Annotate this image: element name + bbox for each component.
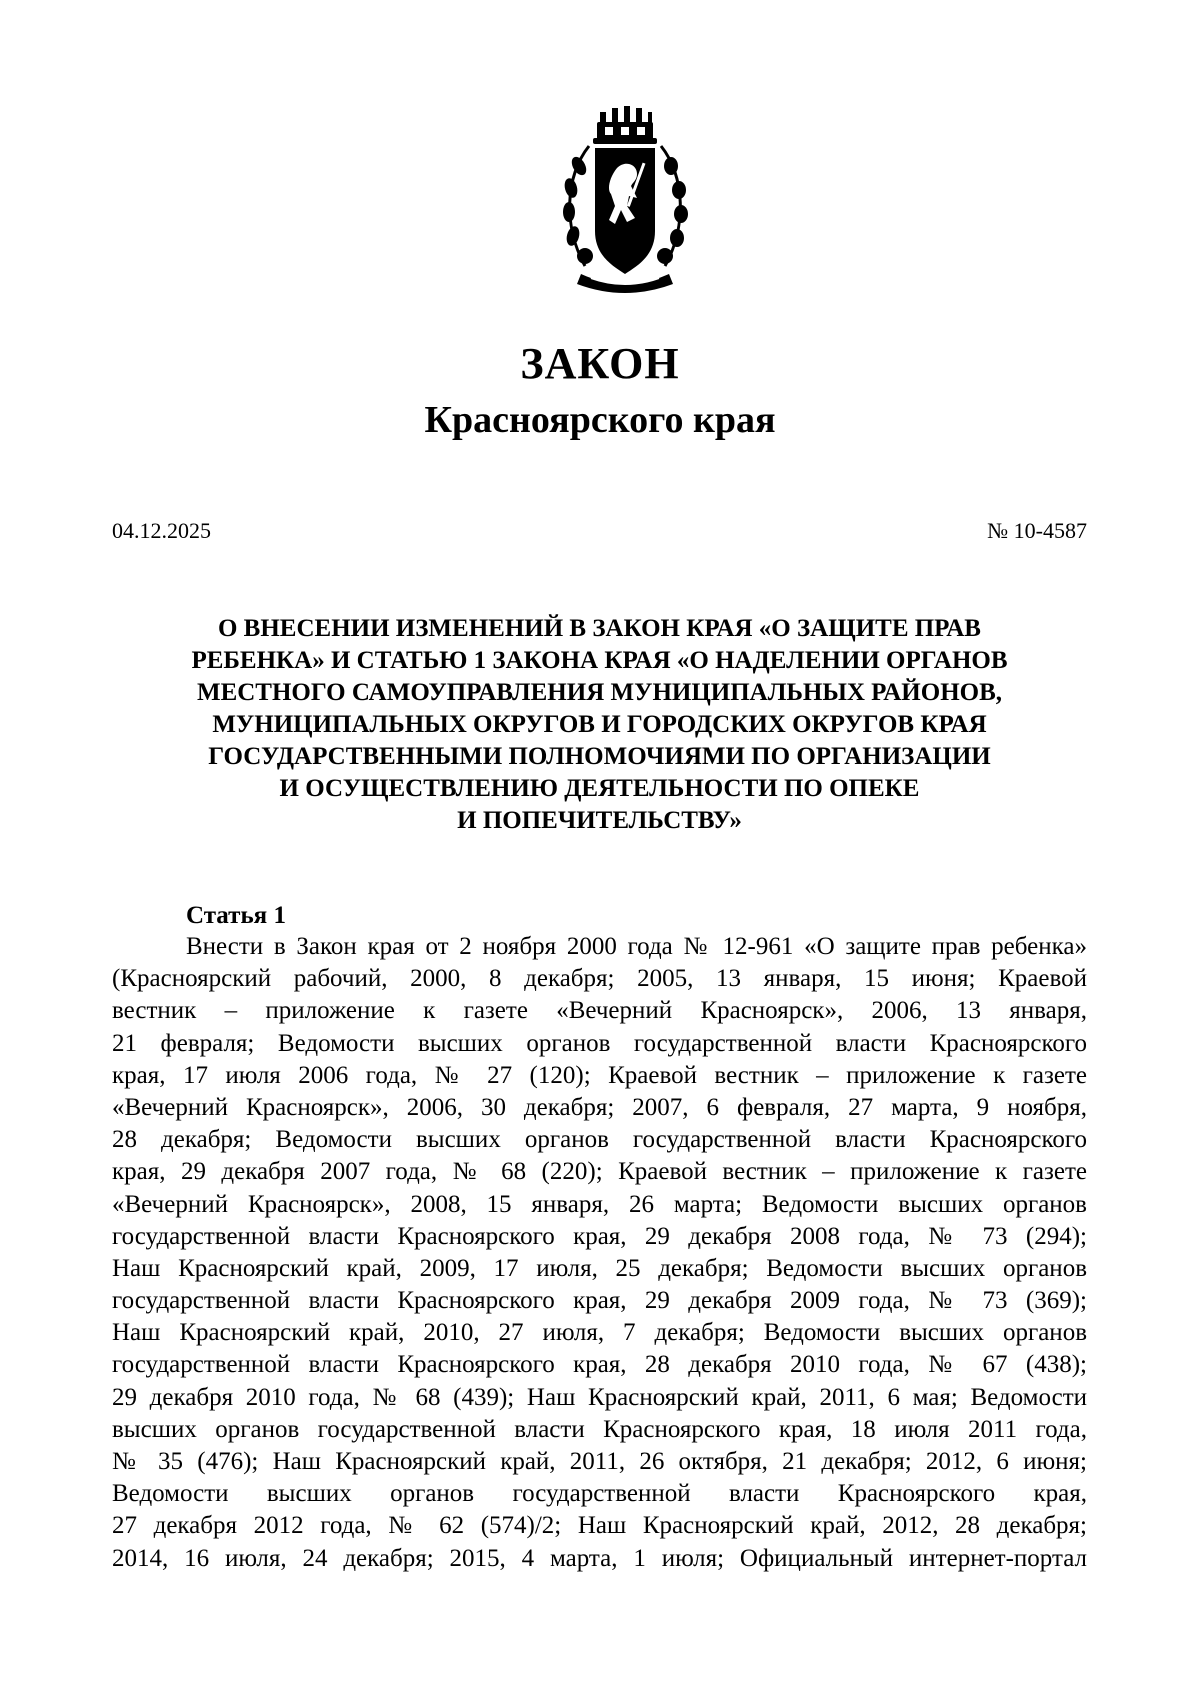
body-line: (Красноярский рабочий, 2000, 8 декабря; 2005, 13 января, 15 июня; Краевой [112, 965, 1087, 993]
heading-line: И ОСУЩЕСТВЛЕНИЮ ДЕЯТЕЛЬНОСТИ ПО ОПЕКЕ [279, 775, 920, 802]
body-line: 29 декабря 2010 года, № 68 (439); Наш Красноярский край, 2011, 6 мая; Ведомости [112, 1383, 1087, 1411]
body-line: 21 февраля; Ведомости высших органов государственной власти Красноярского [112, 1029, 1087, 1057]
body-line: государственной власти Красноярского края, 29 декабря 2009 года, № 73 (369); [112, 1287, 1087, 1315]
body-line: государственной власти Красноярского края, 29 декабря 2008 года, № 73 (294); [112, 1222, 1087, 1250]
body-line: Наш Красноярский край, 2009, 17 июля, 25 декабря; Ведомости высших органов [112, 1254, 1087, 1282]
heading-line: И ПОПЕЧИТЕЛЬСТВУ» [457, 807, 742, 834]
body-line: 28 декабря; Ведомости высших органов государственной власти Красноярского [112, 1126, 1087, 1154]
body-line: № 35 (476); Наш Красноярский край, 2011, 26 октября, 21 декабря; 2012, 6 июня; [112, 1448, 1087, 1475]
document-subtitle: Красноярского края [424, 399, 776, 441]
article-title: Статья 1 [186, 902, 286, 929]
heading-line: МЕСТНОГО САМОУПРАВЛЕНИЯ МУНИЦИПАЛЬНЫХ РАЙОНОВ, [196, 679, 1003, 706]
heading-line: ГОСУДАРСТВЕННЫМИ ПОЛНОМОЧИЯМИ ПО ОРГАНИЗАЦИИ [208, 743, 991, 770]
body-line: «Вечерний Красноярск», 2006, 30 декабря; 2007, 6 февраля, 27 марта, 9 ноября, [112, 1093, 1087, 1121]
body-line: Внести в Закон края от 2 ноября 2000 года № 12-961 «О защите прав ребенка» [186, 933, 1087, 960]
body-line: края, 17 июля 2006 года, № 27 (120); Краевой вестник – приложение к газете [112, 1061, 1087, 1089]
law-heading [112, 613, 1087, 837]
heading-line: РЕБЕНКА» И СТАТЬЮ 1 ЗАКОНА КРАЯ «О НАДЕЛЕНИИ ОРГАНОВ [191, 647, 1008, 674]
body-line: государственной власти Красноярского края, 28 декабря 2010 года, № 67 (438); [112, 1351, 1087, 1379]
body-line: «Вечерний Красноярск», 2008, 15 января, 26 марта; Ведомости высших органов [112, 1190, 1087, 1218]
body-line: Наш Красноярский край, 2010, 27 июля, 7 декабря; Ведомости высших органов [112, 1319, 1087, 1347]
krasnoyarsk-krai-coat-of-arms-icon [555, 106, 695, 296]
document-title: ЗАКОН [520, 339, 680, 388]
body-line: 27 декабря 2012 года, № 62 (574)/2; Наш Красноярский край, 2012, 28 декабря; [112, 1512, 1087, 1540]
body-line: края, 29 декабря 2007 года, № 68 (220); Краевой вестник – приложение к газете [112, 1158, 1087, 1186]
law-number: № 10-4587 [987, 518, 1087, 543]
body-line: высших органов государственной власти Красноярского края, 18 июля 2011 года, [112, 1415, 1087, 1443]
body-line: вестник – приложение к газете «Вечерний Красноярск», 2006, 13 января, [112, 997, 1087, 1025]
body-line: Ведомости высших органов государственной власти Красноярского края, [112, 1480, 1087, 1508]
law-date: 04.12.2025 [112, 518, 211, 543]
article-body [112, 931, 1087, 1575]
body-line: 2014, 16 июля, 24 декабря; 2015, 4 марта, 1 июля; Официальный интернет-портал [112, 1544, 1087, 1572]
heading-line: О ВНЕСЕНИИ ИЗМЕНЕНИЙ В ЗАКОН КРАЯ «О ЗАЩИТЕ ПРАВ [217, 615, 981, 642]
heading-line: МУНИЦИПАЛЬНЫХ ОКРУГОВ И ГОРОДСКИХ ОКРУГОВ КРАЯ [212, 711, 987, 738]
